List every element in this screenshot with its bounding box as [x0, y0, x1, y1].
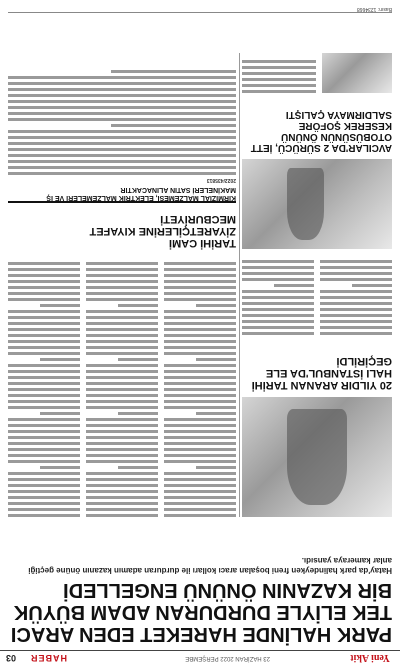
text-line — [86, 442, 158, 445]
lead-deck: Hatay'da park halindeyken freni boşalan aracı kolları ile durduran adamın kazanın önüne geçtiği anlar kameraya yansıdı. — [28, 556, 392, 575]
text-line — [8, 88, 236, 91]
text-line — [86, 370, 158, 373]
text-line — [164, 286, 236, 289]
section-label: HABER — [30, 653, 68, 663]
text-line — [164, 310, 236, 313]
text-line — [242, 290, 314, 293]
text-line — [8, 112, 236, 115]
text-line — [242, 326, 314, 329]
text-line — [86, 340, 158, 343]
text-line — [8, 148, 236, 151]
story4-column — [242, 53, 316, 93]
text-line — [164, 388, 236, 391]
text-line — [196, 358, 236, 361]
text-line — [320, 278, 392, 281]
text-line — [164, 268, 236, 271]
text-line — [8, 268, 80, 271]
text-line — [8, 262, 80, 265]
text-line — [86, 268, 158, 271]
text-line — [8, 430, 80, 433]
text-line — [86, 460, 158, 463]
text-line — [8, 118, 236, 121]
text-line — [86, 322, 158, 325]
text-line — [8, 376, 80, 379]
text-line — [8, 136, 236, 139]
text-line — [242, 272, 314, 275]
text-line — [86, 502, 158, 505]
text-line — [8, 394, 80, 397]
text-line — [86, 490, 158, 493]
text-line — [86, 496, 158, 499]
newspaper-logo: Yeni Akit — [350, 652, 390, 663]
text-line — [164, 352, 236, 355]
text-line — [164, 448, 236, 451]
text-line — [40, 358, 80, 361]
text-line — [8, 472, 80, 475]
text-line — [118, 304, 158, 307]
page-number: 03 — [6, 653, 17, 663]
text-line — [8, 502, 80, 505]
text-line — [86, 262, 158, 265]
text-line — [8, 514, 80, 517]
text-line — [8, 142, 236, 145]
text-line — [320, 290, 392, 293]
text-line — [164, 424, 236, 427]
text-line — [274, 284, 314, 287]
text-line — [196, 466, 236, 469]
text-line — [8, 442, 80, 445]
text-line — [111, 124, 236, 127]
text-line — [8, 82, 236, 85]
text-line — [8, 508, 80, 511]
text-line — [86, 424, 158, 427]
text-line — [8, 460, 80, 463]
notice-ref: 2022/435813 — [206, 177, 236, 183]
text-line — [8, 292, 80, 295]
text-line — [242, 314, 314, 317]
text-line — [320, 296, 392, 299]
lead-column-3 — [8, 257, 80, 517]
text-line — [118, 412, 158, 415]
text-line — [86, 472, 158, 475]
notice-headline: KIRMIZIAL MALZEMESİ, ELEKTRİK MALZEMELERİ VE İŞ MAKİNELERİ SATIN ALINACAKTIR — [46, 186, 236, 201]
text-line — [86, 310, 158, 313]
text-line — [86, 376, 158, 379]
story2-headline: 20 YILDIR ARANAN TARİHİ HALI İSTANBUL'DA ELE GEÇİRİLDİ — [251, 355, 392, 391]
text-line — [242, 66, 316, 69]
lead-column-1 — [164, 257, 236, 517]
text-line — [164, 478, 236, 481]
text-line — [8, 154, 236, 157]
text-line — [86, 346, 158, 349]
text-line — [86, 400, 158, 403]
text-line — [8, 382, 80, 385]
text-line — [164, 394, 236, 397]
text-line — [164, 430, 236, 433]
text-line — [242, 84, 316, 87]
text-line — [320, 260, 392, 263]
text-line — [8, 106, 236, 109]
text-line — [86, 286, 158, 289]
text-line — [164, 376, 236, 379]
text-line — [164, 502, 236, 505]
text-line — [86, 298, 158, 301]
story3-photo — [242, 159, 392, 249]
text-line — [8, 310, 80, 313]
text-line — [40, 466, 80, 469]
text-line — [320, 320, 392, 323]
text-line — [86, 274, 158, 277]
text-line — [86, 454, 158, 457]
text-line — [86, 364, 158, 367]
text-line — [86, 394, 158, 397]
text-line — [196, 304, 236, 307]
text-line — [8, 166, 236, 169]
text-line — [164, 322, 236, 325]
text-line — [164, 370, 236, 373]
text-line — [164, 514, 236, 517]
text-line — [8, 388, 80, 391]
text-line — [164, 364, 236, 367]
text-line — [164, 400, 236, 403]
text-line — [86, 484, 158, 487]
text-line — [8, 160, 236, 163]
text-line — [8, 274, 80, 277]
text-line — [8, 172, 236, 175]
text-line — [320, 314, 392, 317]
lead-headline: PARK HALİNDE HAREKET EDEN ARACI TEK ELİYLE DURDURAN ADAM BÜYÜK BİR KAZANIN ÖNÜNÜ ENGELLEDİ — [10, 579, 392, 645]
text-line — [164, 484, 236, 487]
notice-body — [8, 65, 236, 175]
text-line — [164, 298, 236, 301]
lead-column-2 — [86, 257, 158, 517]
text-line — [164, 262, 236, 265]
column-rule — [239, 53, 240, 517]
text-line — [8, 334, 80, 337]
text-line — [352, 284, 392, 287]
text-line — [320, 272, 392, 275]
text-line — [164, 442, 236, 445]
text-line — [86, 514, 158, 517]
text-line — [242, 260, 314, 263]
text-line — [8, 298, 80, 301]
text-line — [8, 406, 80, 409]
text-line — [242, 266, 314, 269]
text-line — [8, 436, 80, 439]
text-line — [8, 346, 80, 349]
text-line — [8, 130, 236, 133]
text-line — [8, 316, 80, 319]
text-line — [8, 100, 236, 103]
text-line — [8, 94, 236, 97]
text-line — [242, 296, 314, 299]
text-line — [8, 484, 80, 487]
text-line — [164, 382, 236, 385]
text-line — [8, 478, 80, 481]
text-line — [242, 78, 316, 81]
text-line — [242, 90, 316, 93]
text-line — [8, 418, 80, 421]
text-line — [164, 274, 236, 277]
text-line — [86, 406, 158, 409]
text-line — [8, 400, 80, 403]
text-line — [242, 72, 316, 75]
text-line — [164, 472, 236, 475]
story3-headline: TARİHİ CAMİ ZİYARETÇİLERİNE KIYAFET MECBURİYETİ — [89, 213, 236, 249]
text-line — [111, 70, 236, 73]
issue-date: 23 HAZİRAN 2022 PERŞEMBE — [185, 655, 270, 661]
text-line — [320, 326, 392, 329]
text-line — [320, 266, 392, 269]
text-line — [86, 508, 158, 511]
text-line — [8, 328, 80, 331]
text-line — [164, 490, 236, 493]
text-line — [164, 436, 236, 439]
text-line — [164, 334, 236, 337]
text-line — [164, 328, 236, 331]
text-line — [320, 332, 392, 335]
text-line — [8, 286, 80, 289]
text-line — [242, 278, 314, 281]
text-line — [164, 340, 236, 343]
text-line — [118, 466, 158, 469]
text-line — [8, 496, 80, 499]
text-line — [86, 352, 158, 355]
text-line — [164, 496, 236, 499]
text-line — [86, 334, 158, 337]
text-line — [86, 436, 158, 439]
text-line — [8, 322, 80, 325]
text-line — [86, 382, 158, 385]
text-line — [164, 316, 236, 319]
text-line — [164, 280, 236, 283]
text-line — [8, 280, 80, 283]
lead-story-heading — [8, 525, 392, 645]
text-line — [242, 320, 314, 323]
text-line — [8, 364, 80, 367]
story4-photo — [322, 53, 392, 93]
text-line — [118, 358, 158, 361]
text-line — [8, 340, 80, 343]
masthead — [0, 650, 400, 665]
text-line — [242, 302, 314, 305]
text-line — [8, 448, 80, 451]
text-line — [164, 454, 236, 457]
text-line — [86, 280, 158, 283]
text-line — [242, 60, 316, 63]
text-line — [196, 412, 236, 415]
text-line — [8, 454, 80, 457]
page-footer — [8, 4, 392, 13]
footer-text: Basın: 1234668 — [356, 6, 392, 12]
text-line — [320, 308, 392, 311]
text-line — [164, 406, 236, 409]
text-line — [8, 76, 236, 79]
text-line — [86, 430, 158, 433]
text-line — [242, 332, 314, 335]
text-line — [40, 304, 80, 307]
text-line — [40, 412, 80, 415]
text-line — [164, 460, 236, 463]
text-line — [86, 418, 158, 421]
text-line — [8, 490, 80, 493]
text-line — [164, 418, 236, 421]
text-line — [8, 352, 80, 355]
lead-photo — [242, 397, 392, 517]
text-line — [86, 292, 158, 295]
text-line — [164, 292, 236, 295]
text-line — [86, 328, 158, 331]
text-line — [86, 478, 158, 481]
story2-column-2 — [242, 255, 314, 335]
text-line — [164, 346, 236, 349]
notice-box — [8, 51, 236, 203]
story4-headline: AVCILAR'DA 2 SÜRÜCÜ, İETT OTOBÜSÜNÜN ÖNÜNÜ KESEREK ŞOFÖRE SALDIRMAYA ÇALIŞTI — [250, 109, 392, 153]
story2-column-1 — [320, 255, 392, 335]
text-line — [8, 370, 80, 373]
text-line — [86, 316, 158, 319]
text-line — [242, 308, 314, 311]
text-line — [86, 388, 158, 391]
text-line — [164, 508, 236, 511]
text-line — [86, 448, 158, 451]
text-line — [8, 424, 80, 427]
text-line — [320, 302, 392, 305]
